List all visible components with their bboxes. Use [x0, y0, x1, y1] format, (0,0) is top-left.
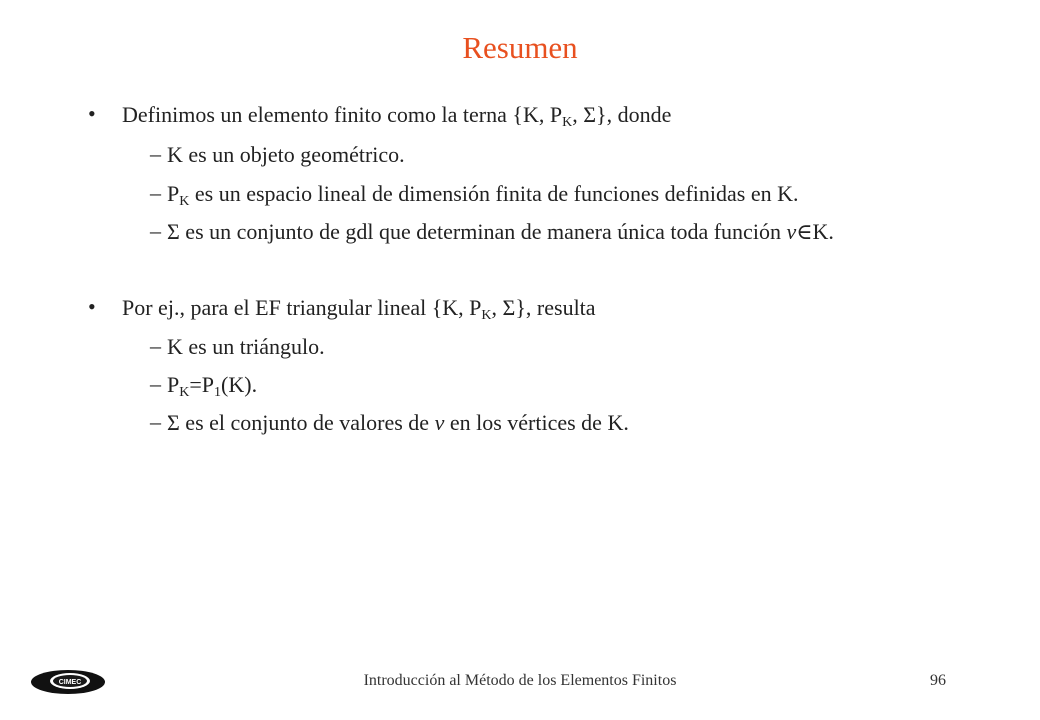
- dash-icon: –: [150, 409, 161, 434]
- sub-item-sigma: Σ es un conjunto de gdl que determinan de manera única toda función v∈K.: [167, 219, 834, 244]
- bullet-icon: •: [88, 101, 96, 126]
- sub-item-p1: $P_K=P_1(K)$.: [167, 372, 258, 400]
- dash-icon: –: [150, 180, 161, 205]
- dash-icon: –: [150, 141, 161, 166]
- sub-item-values: Σ es el conjunto de valores de v en los vértices de K.: [167, 410, 629, 435]
- sub-item-k: K es un objeto geométrico.: [167, 142, 405, 167]
- logo-text: CIMEC: [58, 679, 82, 686]
- page-number: 96: [930, 672, 946, 689]
- sub-item-pk: $P_K$ es un espacio lineal de dimensión finita de funciones definidas en K.: [167, 181, 799, 209]
- bullet-icon: •: [88, 294, 96, 319]
- slide-title: Resumen: [462, 30, 578, 65]
- bullet-definition: Definimos un elemento finito como la terna {K, $P_K$, Σ}, donde: [122, 102, 672, 130]
- dash-icon: –: [150, 333, 161, 358]
- dash-icon: –: [150, 371, 161, 396]
- dash-icon: –: [150, 218, 161, 243]
- footer-title: Introducción al Método de los Elementos Finitos: [363, 672, 677, 689]
- bullet-example: Por ej., para el EF triangular lineal {K, $P_K$, Σ}, resulta: [122, 295, 596, 323]
- sub-item-triangle: K es un triángulo.: [167, 334, 325, 359]
